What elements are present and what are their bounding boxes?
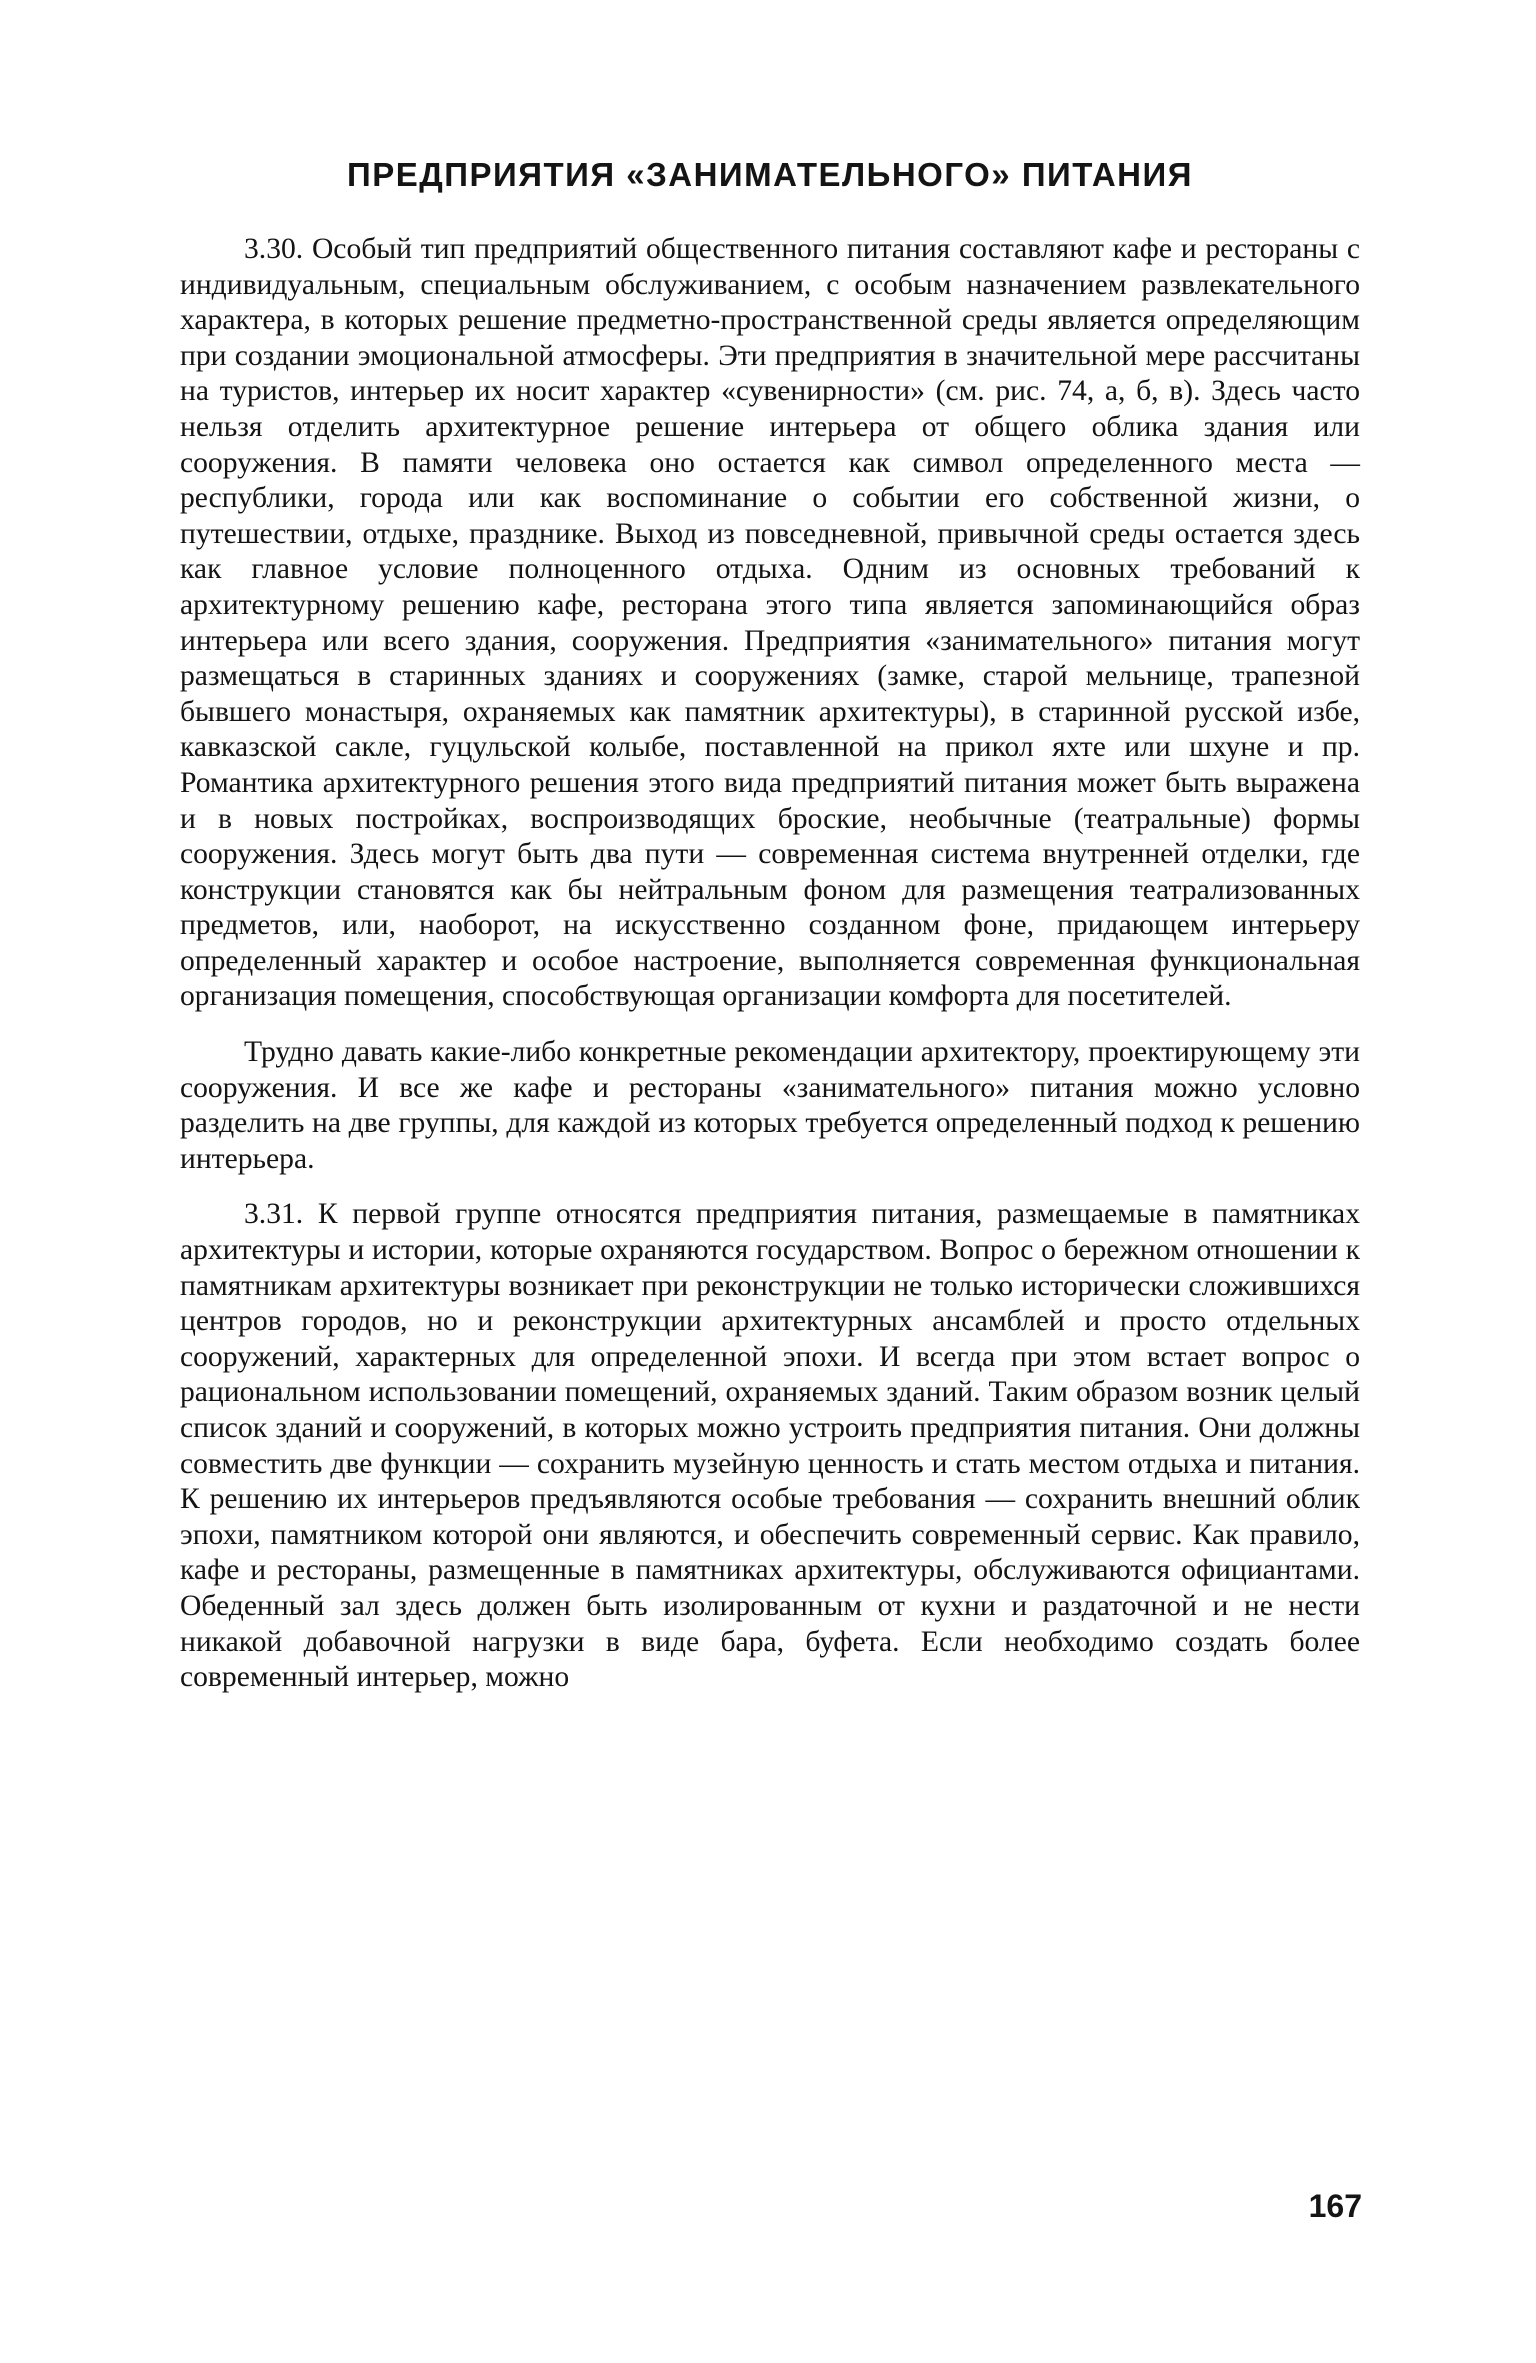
body-text <box>180 232 1360 1696</box>
paragraph-recommendations <box>180 1035 1360 1177</box>
paragraph-body: Трудно давать какие-либо конкретные рекомендации архитектору, проектирующему эти сооружения. И все же кафе и рестораны «занимательного» питания можно условно разделить на две группы, для каждой из которых требуется определенный подход к решению интерьера. <box>180 1036 1360 1175</box>
section-heading: ПРЕДПРИЯТИЯ «ЗАНИМАТЕЛЬНОГО» ПИТАНИЯ <box>347 156 1193 193</box>
paragraph-body: К первой группе относятся предприятия питания, размещаемые в памятниках архитектуры и истории, которые охраняются государством. Вопрос о бережном отношении к памятникам архитектуры возникает при реконструкции не только исторически сложившихся центров городов, но и реконструкции архитектурных ансамблей и просто отдельных сооружений, характерных для определенной эпохи. И всегда при этом встает вопрос о рациональном использовании помещений, охраняемых зданий. Таким образом возник целый список зданий и сооружений, в которых можно устроить предприятия питания. Они должны совместить две функции — сохранить музейную ценность и стать местом отдыха и питания. К решению их интерьеров предъявляются особые требования — сохранить внешний облик эпохи, памятником которой они являются, и обеспечить современный сервис. Как правило, кафе и рестораны, размещенные в памятниках архитектуры, обслуживаются официантами. Обеденный зал здесь должен быть изолированным от кухни и раздаточной и не нести никакой добавочной нагрузки в виде бара, буфета. Если необходимо создать более современный интерьер, можно <box>180 1198 1360 1694</box>
paragraph-3-31 <box>180 1197 1360 1695</box>
paragraph-body: Особый тип предприятий общественного питания составляют кафе и рестораны с индивидуальным, специальным обслуживанием, с особым назначением развлекательного характера, в которых решение предметно-пространственной среды является определяющим при создании эмоциональной атмосферы. Эти предприятия в значительной мере рассчитаны на туристов, интерьер их носит характер «сувенирности» (см. рис. 74, а, б, в). Здесь часто нельзя отделить архитектурное решение интерьера от общего облика здания или сооружения. В памяти человека оно остается как символ определенного места — республики, города или как воспоминание о событии его собственной жизни, о путешествии, отдыхе, празднике. Выход из повседневной, привычной среды остается здесь как главное условие полноценного отдыха. Одним из основных требований к архитектурному решению кафе, ресторана этого типа является запоминающийся образ интерьера или всего здания, сооружения. Предприятия «занимательного» питания могут размещаться в старинных зданиях и сооружениях (замке, старой мельнице, трапезной бывшего монастыря, охраняемых как памятник архитектуры), в старинной русской избе, кавказской сакле, гуцульской колыбе, поставленной на прикол яхте или шхуне и пр. Романтика архитектурного решения этого вида предприятий питания может быть выражена и в новых постройках, воспроизводящих броские, необычные (театральные) формы сооружения. Здесь могут быть два пути — современная система внутренней отделки, где конструкции становятся как бы нейтральным фоном для размещения театрализованных предметов, или, наоборот, на искусственно созданном фоне, придающем интерьеру определенный характер и особое настроение, выполняется современная функциональная организация помещения, способствующая организации комфорта для посетителей. <box>180 233 1360 1013</box>
paragraph-number: 3.30. <box>244 233 304 265</box>
paragraph-number: 3.31. <box>244 1198 304 1231</box>
paragraph-3-30 <box>180 232 1360 1015</box>
page-number: 167 <box>1308 2188 1362 2224</box>
